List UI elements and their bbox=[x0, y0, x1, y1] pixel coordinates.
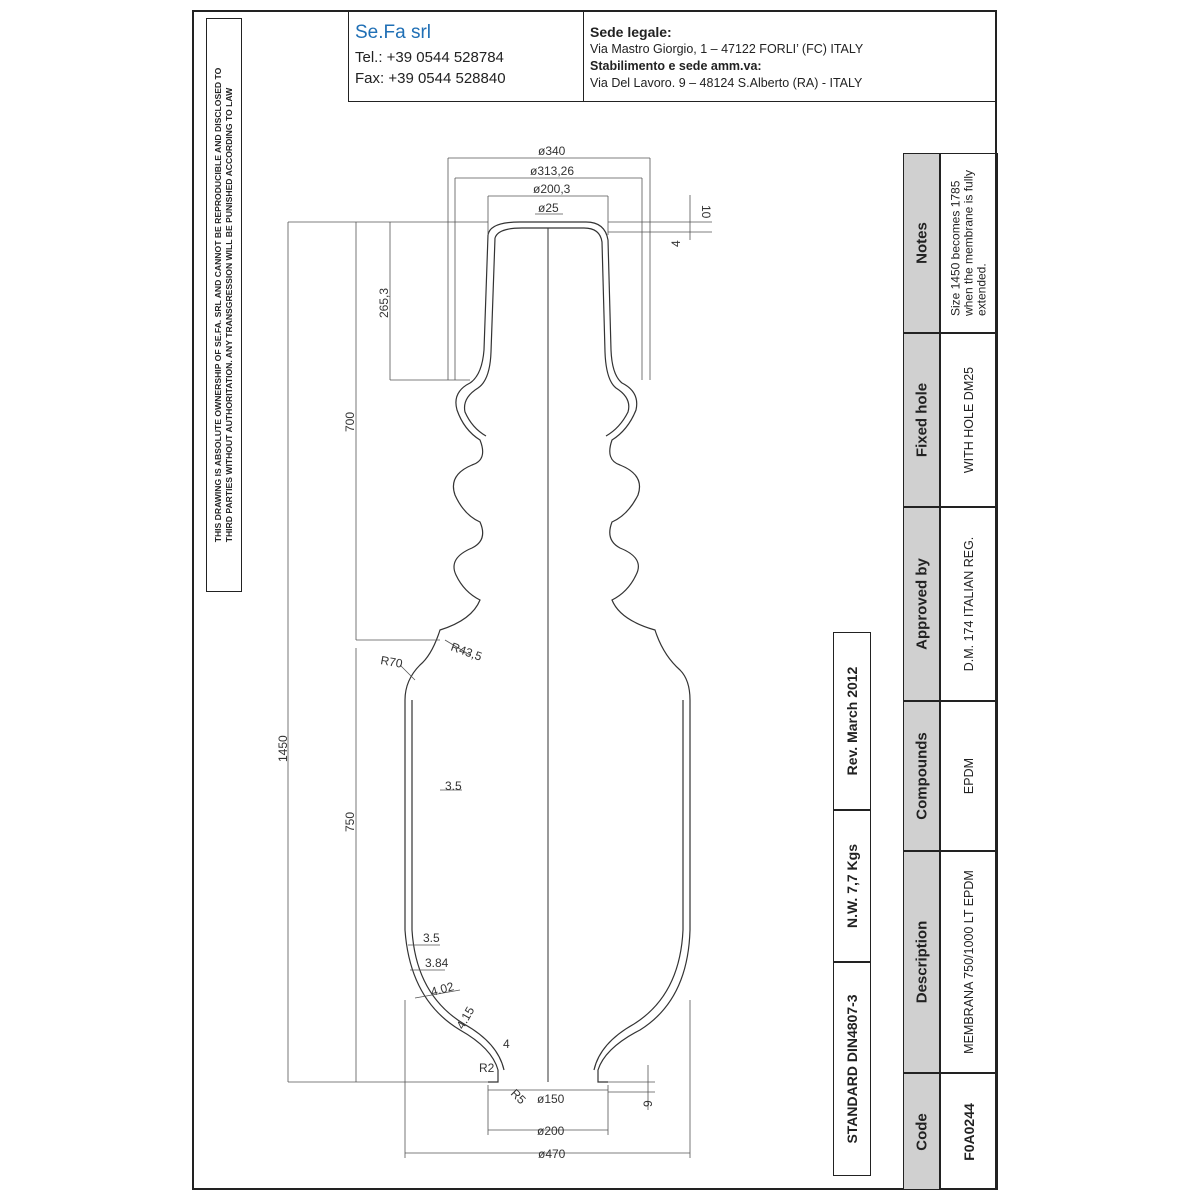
legal-label: Sede legale: bbox=[590, 24, 672, 40]
dim-h1450: 1450 bbox=[276, 735, 290, 762]
dim-d313: ø313,26 bbox=[530, 164, 575, 178]
dim-h4: 4 bbox=[669, 240, 683, 247]
plant-label: Stabilimento e sede amm.va: bbox=[590, 59, 762, 73]
dim-d340: ø340 bbox=[538, 144, 566, 158]
header-compounds: Compounds bbox=[903, 701, 940, 851]
dim-thickness-4: 4 bbox=[503, 1037, 510, 1051]
value-compounds: EPDM bbox=[940, 701, 998, 851]
dim-d470: ø470 bbox=[538, 1147, 566, 1161]
dim-d25: ø25 bbox=[538, 201, 559, 215]
company-tel: Tel.: +39 0544 528784 bbox=[355, 49, 504, 66]
standard-text: STANDARD DIN4807-3 bbox=[844, 994, 860, 1144]
notice-line-1: THIS DRAWING IS ABSOLUTE OWNERSHIP OF SE.FA. SRL AND CANNOT BE REPRODUCIBLE AND DISCLOSED TO bbox=[213, 67, 223, 543]
notice-line-2: THIRD PARTIES WITHOUT AUTHORITATION. ANY TRANSGRESSION WILL BE PUNISHED ACCORDING TO LAW bbox=[224, 87, 234, 543]
value-fixed-hole: WITH HOLE DM25 bbox=[940, 333, 998, 507]
header-approved: Approved by bbox=[903, 507, 940, 701]
value-approved: D.M. 174 ITALIAN REG. bbox=[940, 507, 998, 701]
dim-thickness-3-84: 3.84 bbox=[425, 956, 449, 970]
dim-thickness-4-15: 4.15 bbox=[453, 1004, 478, 1032]
header-fixed-hole: Fixed hole bbox=[903, 333, 940, 507]
dim-thickness-3-5-b: 3.5 bbox=[423, 931, 440, 945]
value-description: MEMBRANA 750/1000 LT EPDM bbox=[940, 851, 998, 1073]
revision-text: Rev. March 2012 bbox=[844, 666, 860, 776]
plant-address: Via Del Lavoro. 9 – 48124 S.Alberto (RA) - ITALY bbox=[590, 76, 863, 90]
dim-d200: ø200 bbox=[537, 1124, 565, 1138]
value-notes: Size 1450 becomes 1785 when the membrane is fully extended. bbox=[940, 153, 998, 333]
dim-h700: 700 bbox=[343, 411, 357, 432]
dim-thickness-3-5-a: 3.5 bbox=[445, 779, 462, 793]
weight-text: N.W. 7,7 Kgs bbox=[844, 843, 860, 929]
header-notes: Notes bbox=[903, 153, 940, 333]
dim-d150: ø150 bbox=[537, 1092, 565, 1106]
dim-r5: R5 bbox=[507, 1086, 529, 1107]
dim-d200-3: ø200,3 bbox=[533, 182, 571, 196]
value-code: F0A0244 bbox=[940, 1073, 998, 1190]
legal-address: Via Mastro Giorgio, 1 – 47122 FORLI’ (FC) ITALY bbox=[590, 42, 864, 56]
company-fax: Fax: +39 0544 528840 bbox=[355, 70, 506, 87]
dim-h265: 265,3 bbox=[377, 287, 391, 318]
dim-r2: R2 bbox=[479, 1061, 495, 1075]
company-name: Se.Fa srl bbox=[355, 22, 432, 43]
dim-h750: 750 bbox=[343, 811, 357, 832]
header-description: Description bbox=[903, 851, 940, 1073]
dim-thickness-4-02: 4.02 bbox=[429, 979, 456, 999]
dim-h10: 10 bbox=[699, 205, 713, 219]
dim-r43: R43,5 bbox=[448, 639, 484, 664]
dim-h9: 9 bbox=[641, 1100, 655, 1107]
dim-r70: R70 bbox=[379, 653, 404, 671]
header-code: Code bbox=[903, 1073, 940, 1190]
